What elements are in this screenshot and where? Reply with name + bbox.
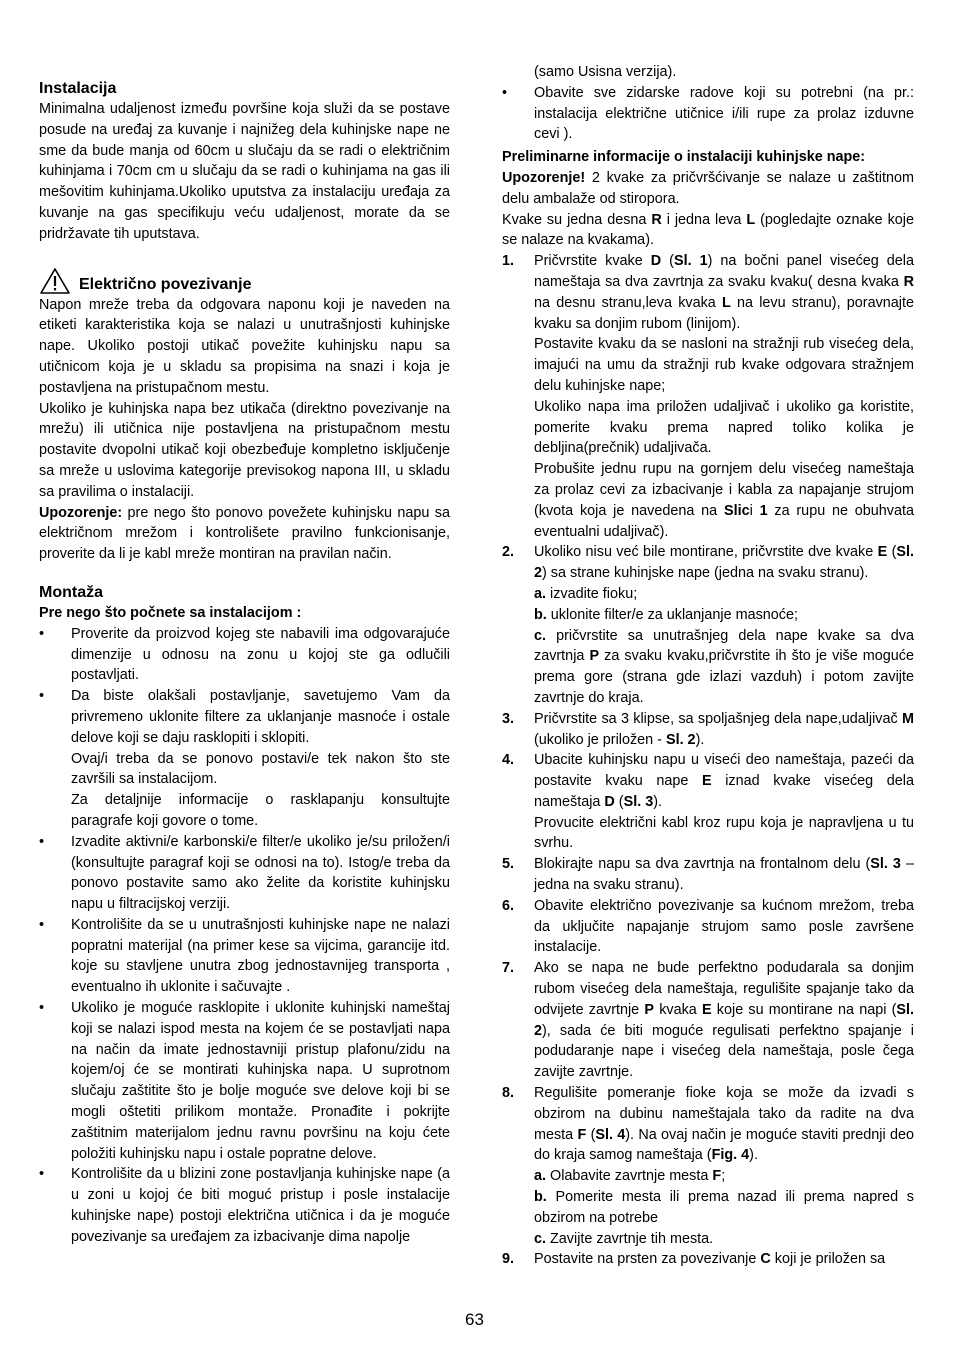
step-item: 5. Blokirajte napu sa dva zavrtnja na frontalnom delu (Sl. 3 – jedna na svaku stranu).	[502, 856, 914, 894]
step-item: 8. Regulišite pomeranje fioke koja se može da izvadi s obzirom na dubinu nameštajala tako da radite na dva mesta F (Sl. 4). Na ovaj način je moguće staviti prednji deo do kraja samog nameštaja (Fig. 4). a. Olabavite zavrtnje mesta F; b. Pomerite mesta ili prema nazad ili prema napred s obzirom na potrebe c. Zavijte zavrtnje tih mesta.	[502, 1085, 914, 1247]
section-title-instalacija: Instalacija	[39, 80, 117, 97]
step-item: 3. Pričvrstite sa 3 klipse, sa spoljašnjeg dela nape,udaljivač M (ukoliko je priložen - Sl. 2).	[502, 710, 914, 748]
left-column	[39, 0, 450, 1248]
step-item: 6. Obavite električno povezivanje sa kućnom mrežom, treba da uključite napajanje strujom samo posle završene instalacije.	[502, 897, 914, 956]
step-number: 8.	[502, 1085, 515, 1102]
list-item: • Proverite da proizvod kojeg ste nabavili ima odgovarajuće dimenzije u odnosu na zonu u kojoj ste ga odlučili postavljati.	[39, 624, 450, 686]
kvake-paragraph: Kvake su jedna desna R i jedna leva L (pogledajte oznake koje se nalaze na kvakama).	[502, 211, 914, 249]
elektricno-paragraph-2: Ukoliko je kuhinjska napa bez utikača (direktno povezivanje na mrežu) ili utičnica nije postavljena na pristupačnom mestu postavite dvopolni utikač koji obezbeđuje kompletno isključenje sa mreže u uslovima kategorije previsokog napona III, u skladu sa pravilima o instalaciji.	[39, 400, 450, 500]
upozorenje-paragraph: Upozorenje! 2 kvake za pričvršćivanje se nalaze u zaštitnom delu ambalaže od stiropora.	[502, 169, 914, 207]
step-number: 6.	[502, 897, 515, 914]
instalacija-paragraph: Minimalna udaljenost između površine koja služi da se postave posude na uređaj za kuvanje i najnižeg dela kuhinjske nape ne sme da bude manja od 60cm u slučaju da se radi o električnim kuhinjama i 70cm cm u slučaju da se radi o kuhinjama na gas ili mešovitim kuhinjama.Ukoliko uputstva za instalaciju uređaja za kuvanje na gas specifikuju veću udaljenost, morate da se pridržavate tih uputstava.	[39, 101, 450, 242]
step-number: 7.	[502, 960, 515, 977]
step-item: 9. Postavite na prsten za povezivanje C koji je priložen sa	[502, 1249, 914, 1270]
upozorenje-label: Upozorenje!	[502, 169, 586, 186]
list-item: • Ukoliko je moguće rasklopite i uklonite kuhinjski nameštaj koji se nalazi ispod mesta na kojem će se postavljati napa na način da imate jednostavniji pristup plafonu/zidu na kojem/oj će se montirati kuhinjska napa. U suprotnom slučaju zaštitite što je bolje moguće sve delove koji bi se mogli oštetiti prilikom montaže. Pronađite i pokrijte zaštitnim materijalom jednu ravnu površinu na koju ćete položiti kuhinjsku napu i ostale popratne delove.	[39, 998, 450, 1164]
step-number: 3.	[502, 710, 515, 727]
right-column	[502, 0, 914, 1270]
page-number: 63	[465, 1310, 484, 1329]
step-item: 7. Ako se napa ne bude perfektno podudarala sa donjim rubom visećeg dela nameštaja, regulišite spajanje tako da odvijete zavrtnje P kvaka E koje su montirane na napi (Sl. 2), sada će biti moguće regulisati perfektno spajanje i podudaranje nape i visećeg dela nameštaja, posle čega zavijte zavrtnje.	[502, 960, 914, 1081]
elektricno-heading	[39, 267, 450, 295]
list-item: • Obavite sve zidarske radove koji su potrebni (na pr.: instalacija električne utičnice i/ili rupe za prolaz izduvne cevi ).	[502, 83, 914, 145]
right-bullet-list	[502, 83, 914, 145]
list-item: • Izvadite aktivni/e karbonski/e filter/e ukoliko je/su priložen/i (konsultujte paragraf koji se odnosi na to). Istog/e treba da ponovo postavite samo ako želite da koristite kuhinjsku napu u filtracijskoj verziji.	[39, 832, 450, 915]
step-number: 5.	[502, 856, 515, 873]
installation-steps	[502, 251, 914, 1270]
step-item: 2. Ukoliko nisu već bile montirane, pričvrstite dve kvake E (Sl. 2) sa strane kuhinjske nape (jedna na svaku stranu). a. izvadite fioku; b. uklonite filter/e za uklanjanje masnoće; c. pričvrstite sa unutrašnjeg dela nape kvake sa dva zavrtnja P za svaku kvaku,pričvrstite ih što je više moguće prema gore (strana gde izlazi vazduh) i potom zavijte zavrtnje do kraja.	[502, 544, 914, 706]
section-title-montaza: Montaža	[39, 583, 103, 601]
list-item: • Kontrolišite da u blizini zone postavljanja kuhinjske nape (a u zoni u kojoj će biti moguć pristup i posle instalacije kuhinjske nape) postoji električna utičnica i da je moguće povezivanje sa uređajem za izbacivanje dima napolje	[39, 1164, 450, 1247]
upozorenje-text: pre nego što ponovo povežete kuhinjsku napu sa električnom mrežom i kontrolišete pravilno funkcionisanje, proverite da li je kabl mreže montiran na pravilan način.	[39, 504, 450, 563]
prelim-title: Preliminarne informacije o instalaciji kuhinjske nape:	[502, 149, 866, 166]
montaza-bullet-list	[39, 624, 450, 1248]
list-item: • Kontrolišite da se u unutrašnjosti kuhinjske nape ne nalazi popratni materijal (na primer kese sa vijcima, garancije itd. koje su stavljene unutra zbog jednostavnijeg transporta , eventualno ih uklonite i sačuvajte .	[39, 915, 450, 998]
elektricno-paragraph-1: Napon mreže treba da odgovara naponu koji je naveden na etiketi karakteristika koja se nalazi u unutrašnjosti kuhinjske nape. Ukoliko postoji utikač povežite kuhinjsku napu sa utičnicom koja je u skladu sa propisima na snazi i koja je postavljena na pristupačnom mestu.	[39, 296, 450, 396]
list-item: • Da biste olakšali postavljanje, savetujemo Vam da privremeno uklonite filtere za uklanjanje masnoće i ostale delove koji se daju rasklopiti i sklopiti. Ovaj/i treba da se ponovo postavi/e tek nakon što ste završili sa instalacijom. Za detaljnije informacije o rasklapanju konsultujte paragrafe koji govore o tome.	[39, 686, 450, 832]
step-number: 9.	[502, 1251, 515, 1268]
continued-line: (samo Usisna verzija).	[534, 64, 677, 80]
upozorenje-label: Upozorenje:	[39, 504, 123, 521]
section-title-elektricno: Električno povezivanje	[79, 275, 252, 293]
montaza-subtitle: Pre nego što počnete sa instalacijom :	[39, 604, 302, 621]
step-item: 1. Pričvrstite kvake D (Sl. 1) na bočni panel visećeg dela nameštaja sa dva zavrtnja za svaku kvaku( desna kvaka R na desnu stranu,leva kvaka L na levu stranu), poravnajte kvaku sa donjim rubom (linijom). Postavite kvaku da se nasloni na stražnji rub visećeg dela, imajući na umu da stražnji rub kvake odgovara stražnjem delu kuhinjske nape; Ukoliko napa ima priložen udaljivač i ukoliko ga koristite, pomerite kvaku prema napred toliko kolika je debljina(prečnik) udaljivača. Probušite jednu rupu na gornjem delu visećeg nameštaja za prolaz cevi za izbacivanje i kabla za napajanje strujom (kvota koja je navedena na Slici 1 za rupu ne obuhvata eventualni udaljivač).	[502, 253, 914, 540]
elektricno-paragraph-3	[39, 503, 450, 565]
step-number: 4.	[502, 752, 515, 769]
step-number: 1.	[502, 253, 515, 270]
step-number: 2.	[502, 544, 515, 561]
step-item: 4. Ubacite kuhinjsku napu u viseći deo nameštaja, pazeći da postavite kvaku nape E iznad kvake visećeg dela nameštaja D (Sl. 3). Provucite električni kabl kroz rupu koja je napravljena u tu svrhu.	[502, 752, 914, 852]
warning-triangle-icon	[39, 267, 71, 295]
